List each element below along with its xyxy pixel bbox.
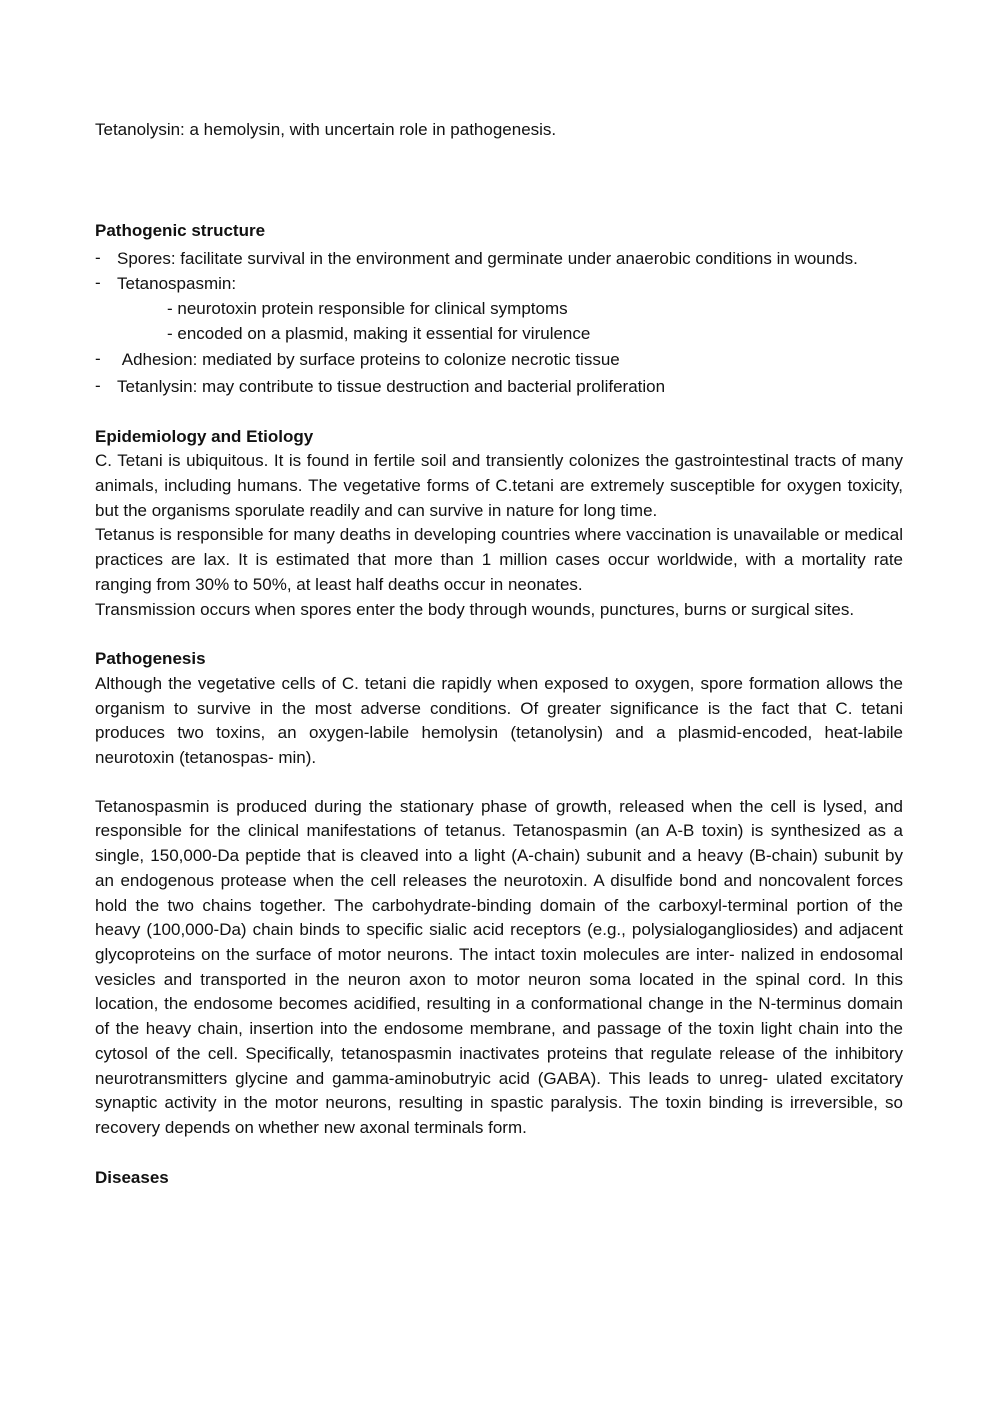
list-item <box>95 348 903 373</box>
epidemiology-heading: Epidemiology and Etiology <box>95 426 314 446</box>
pathogenic-structure-heading: Pathogenic structure <box>95 220 266 240</box>
sub-list-item: - neurotoxin protein responsible for clinical symptoms <box>167 298 568 318</box>
epidemiology-paragraph: Transmission occurs when spores enter the body through wounds, punctures, burns or surgical sites. <box>95 599 855 619</box>
list-item-text: Tetanlysin: may contribute to tissue destruction and bacterial proliferation <box>117 376 666 396</box>
tetanospasmin-sublist <box>117 297 903 346</box>
diseases-heading: Diseases <box>95 1167 169 1187</box>
sub-list-item: - encoded on a plasmid, making it essential for virulence <box>167 323 591 343</box>
list-item-text: Adhesion: mediated by surface proteins to colonize necrotic tissue <box>121 350 620 370</box>
epidemiology-paragraph: C. Tetani is ubiquitous. It is found in fertile soil and transiently colonizes the gastrointestinal tracts of many animals, including humans. The vegetative forms of C.tetani are extremely susceptible for oxygen toxicity, but the organisms sporulate readily and can survive in nature for long time. <box>95 451 903 520</box>
pathogenesis-paragraph: Tetanospasmin is produced during the stationary phase of growth, released when the cell is lysed, and responsible for the clinical manifestations of tetanus. Tetanospasmin (an A-B toxin) is synthesized as a single, 150,000-Da peptide that is cleaved into a light (A-chain) subunit and a heavy (B-chain) subunit by an endogenous protease when the cell releases the neurotoxin. A disulfide bond and noncovalent forces hold the two chains together. The carbohydrate-binding domain of the carboxyl-terminal portion of the heavy (100,000-Da) chain binds to specific sialic acid receptors (e.g., polysialogangliosides) and adjacent glycoproteins on the surface of motor neurons. The intact toxin molecules are inter- nalized in endosomal vesicles and transported in the neuron axon to motor neuron soma located in the spinal cord. In this location, the endosome becomes acidified, resulting in a conformational change in the N-terminus domain of the heavy chain, insertion into the endosome membrane, and passage of the toxin light chain into the cytosol of the cell. Specifically, tetanospasmin inactivates proteins that regulate release of the inhibitory neurotransmitters glycine and gamma-aminobutryic acid (GABA). This leads to unreg- ulated excitatory synaptic activity in the motor neurons, resulting in spastic paralysis. The toxin binding is irreversible, so recovery depends on whether new axonal terminals form. <box>95 796 903 1137</box>
pathogenesis-paragraph: Although the vegetative cells of C. tetani die rapidly when exposed to oxygen, spore formation allows the organism to survive in the most adverse conditions. Of greater significance is the fact that C. tetani produces two toxins, an oxygen-labile hemolysin (tetanolysin) and a plasmid-encoded, heat-labile neurotoxin (tetanospas- min). <box>95 673 903 768</box>
list-item-text: Tetanospasmin: <box>117 274 237 294</box>
pathogenic-structure-list <box>95 247 903 399</box>
epidemiology-paragraph: Tetanus is responsible for many deaths in developing countries where vaccination is unavailable or medical practices are lax. It is estimated that more than 1 million cases occur worldwide, with a mortality rate ranging from 30% to 50%, at least half deaths occur in neonates. <box>95 525 903 594</box>
list-item-text: Spores: facilitate survival in the environment and germinate under anaerobic conditions in wounds. <box>117 249 858 269</box>
list-item <box>95 247 903 272</box>
document-page <box>95 118 903 1190</box>
pathogenesis-heading: Pathogenesis <box>95 649 206 669</box>
intro-text: Tetanolysin: a hemolysin, with uncertain role in pathogenesis. <box>95 120 557 139</box>
list-item <box>95 375 903 400</box>
list-item <box>95 272 903 346</box>
